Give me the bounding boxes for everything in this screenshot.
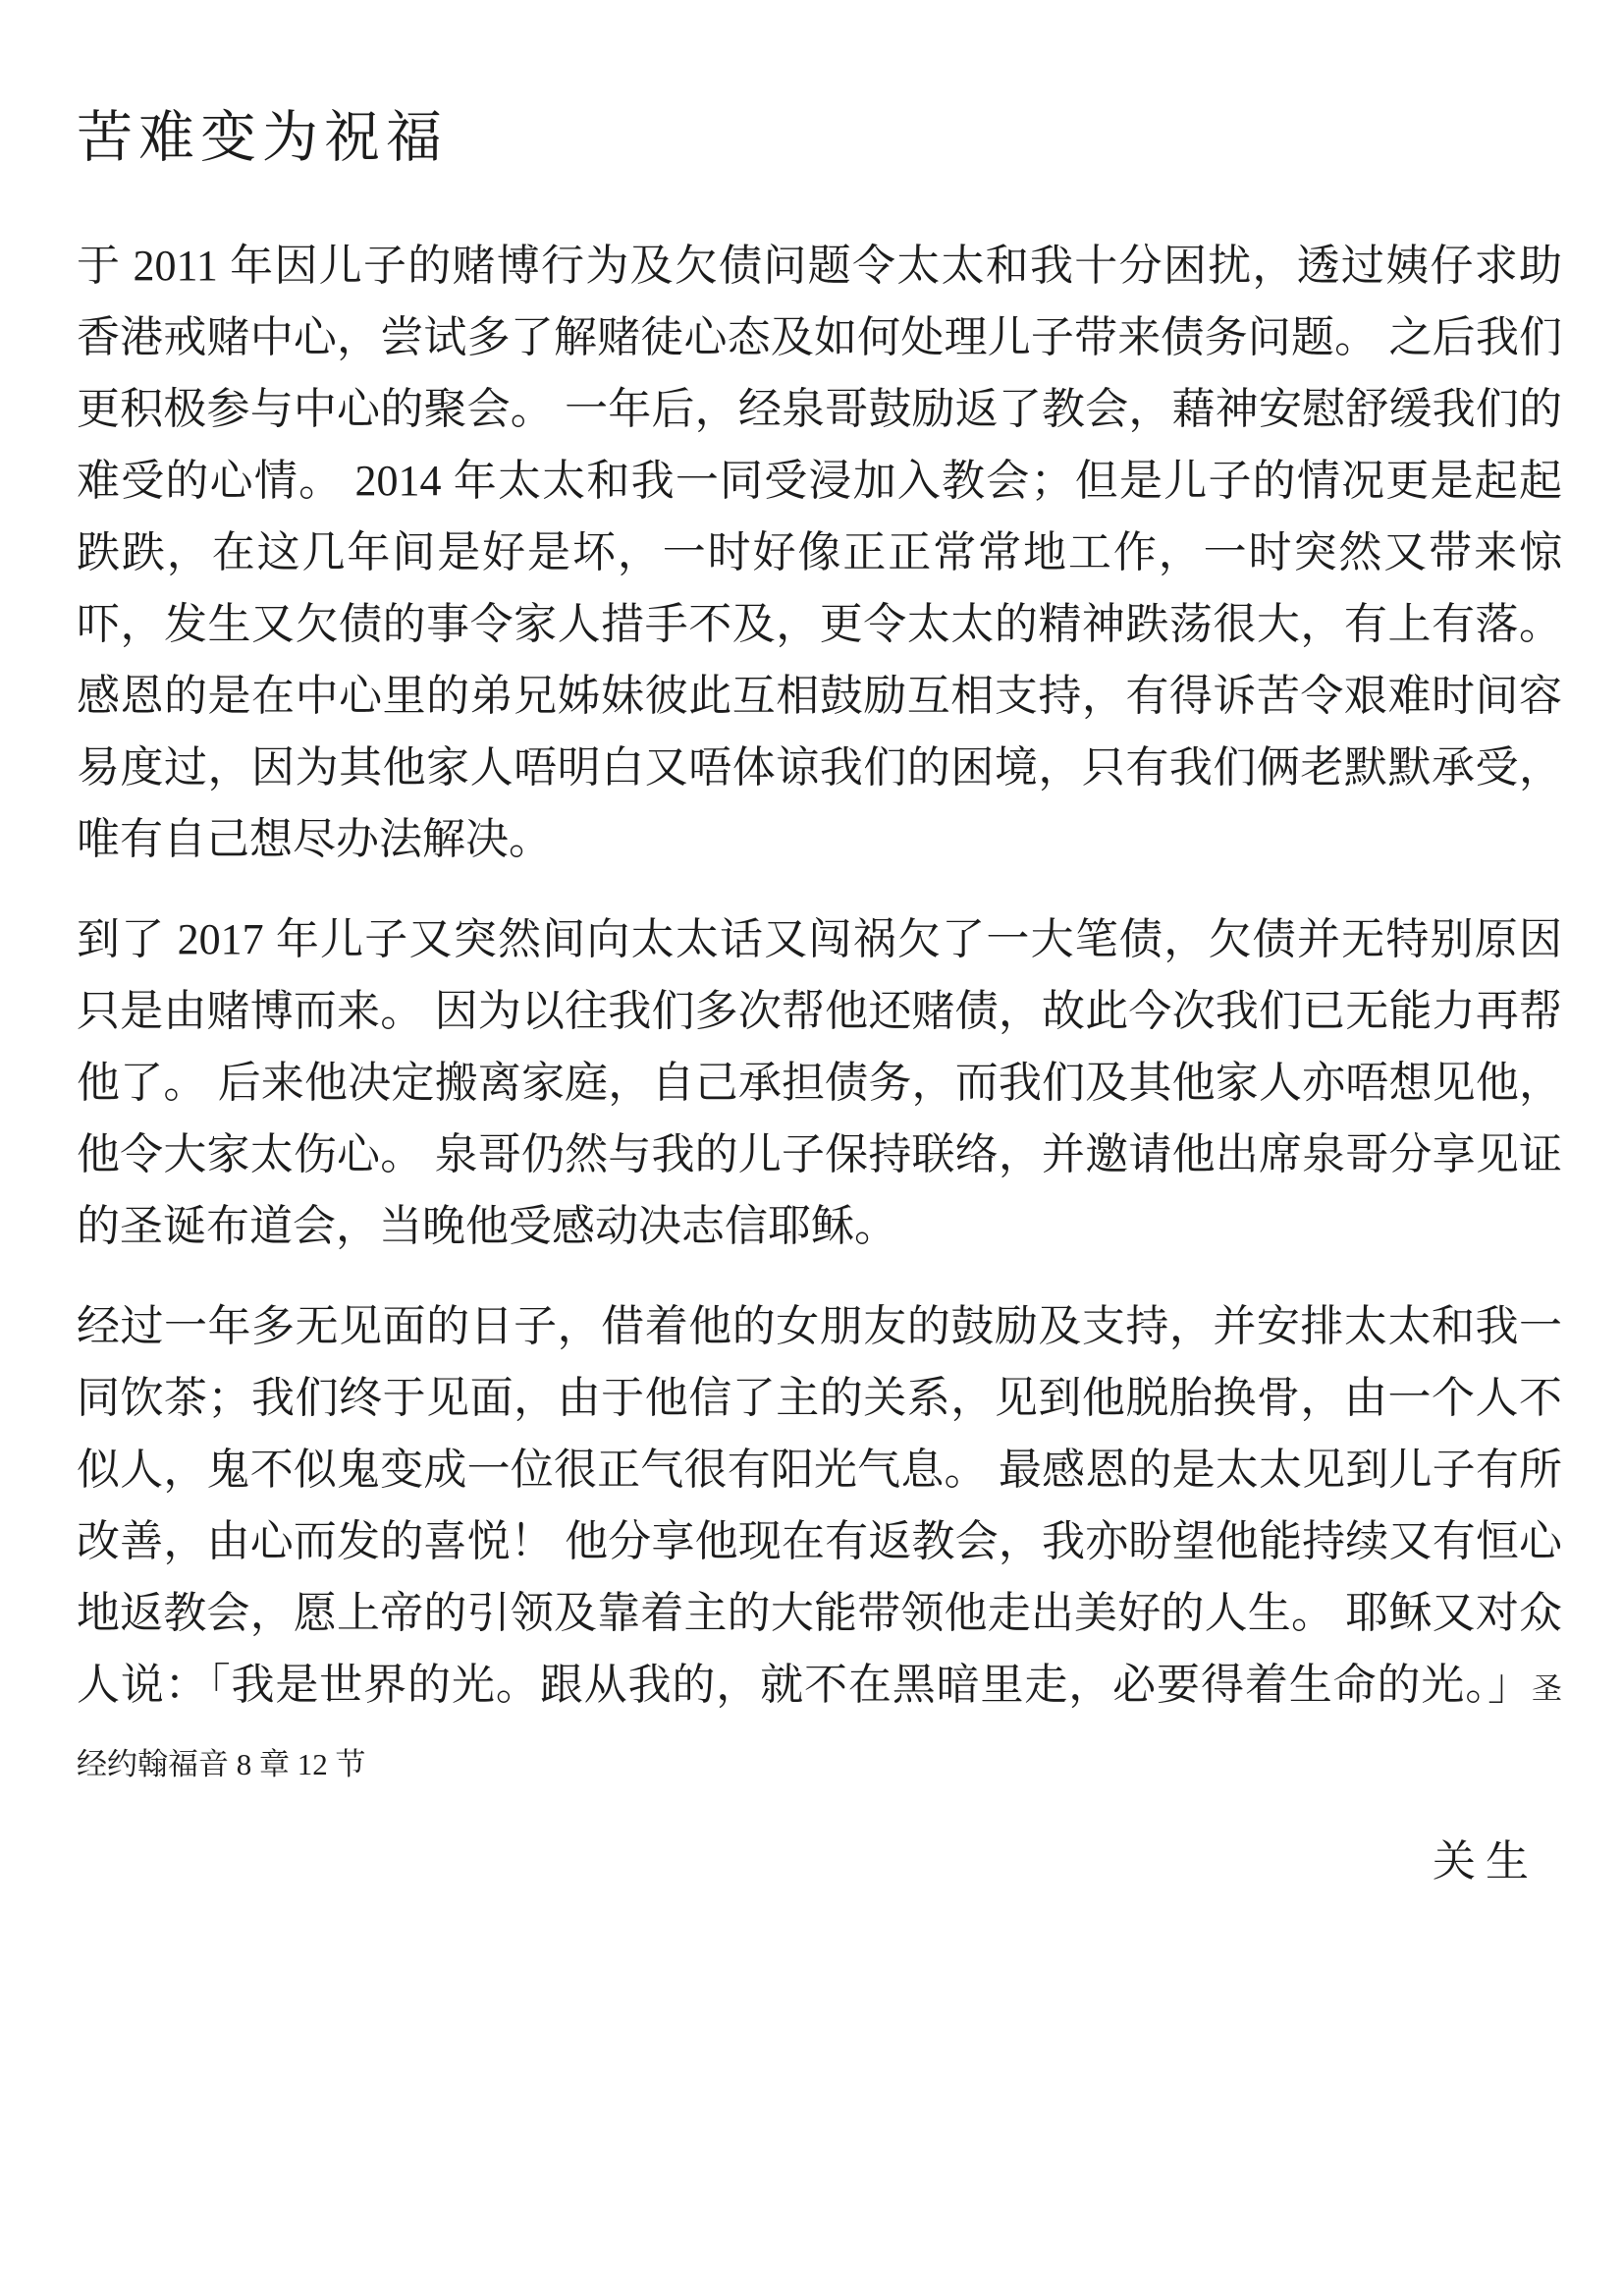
document-title: 苦难变为祝福	[77, 107, 448, 169]
paragraph-1: 于 2011 年因儿子的赌博行为及欠债问题令太太和我十分困扰，透过姨仔求助香港戒赌中心，尝试多了解赌徒心态及如何处理儿子带来债务问题。 之后我们更积极参与中心的聚会。 一年后，经泉哥鼓励返了教会，藉神安慰舒缓我们的难受的心情。 2014 年太太和我一同受浸加入教会；但是儿子的情况更是起起跌跌，在这几年间是好是坏，一时好像正正常常地工作，一时突然又带来惊吓，发生又欠债的事令家人措手不及，更令太太的精神跌荡很大，有上有落。 感恩的是在中心里的弟兄姊妹彼此互相鼓励互相支持，有得诉苦令艰难时间容易度过，因为其他家人唔明白又唔体谅我们的困境，只有我们俩老默默承受，唯有自己想尽办法解决。	[77, 242, 1562, 863]
document-body	[77, 230, 1562, 1897]
paragraph-2: 到了 2017 年儿子又突然间向太太话又闯祸欠了一大笔债，欠债并无特别原因只是由赌博而来。 因为以往我们多次帮他还赌债，故此今次我们已无能力再帮他了。 后来他决定搬离家庭，自己承担债务，而我们及其他家人亦唔想见他，他令大家太伤心。 泉哥仍然与我的儿子保持联络，并邀请他出席泉哥分享见证的圣诞布道会，当晚他受感动决志信耶稣。	[77, 915, 1562, 1250]
paragraph-3	[77, 1290, 1562, 1800]
paragraph-3-text: 经过一年多无见面的日子，借着他的女朋友的鼓励及支持，并安排太太和我一同饮茶；我们终于见面，由于他信了主的关系，见到他脱胎换骨，由一个人不似人，鬼不似鬼变成一位很正气很有阳光气息。 最感恩的是太太见到儿子有所改善，由心而发的喜悦！ 他分享他现在有返教会，我亦盼望他能持续又有恒心地返教会，愿上帝的引领及靠着主的大能带领他走出美好的人生。 耶稣又对众人说：「我是世界的光。跟从我的，就不在黑暗里走，必要得着生命的光。」	[77, 1302, 1562, 1709]
signature: 关生	[1433, 1837, 1539, 1886]
scripture-citation: 圣经约翰福音 8 章 12 节	[77, 1671, 1562, 1781]
